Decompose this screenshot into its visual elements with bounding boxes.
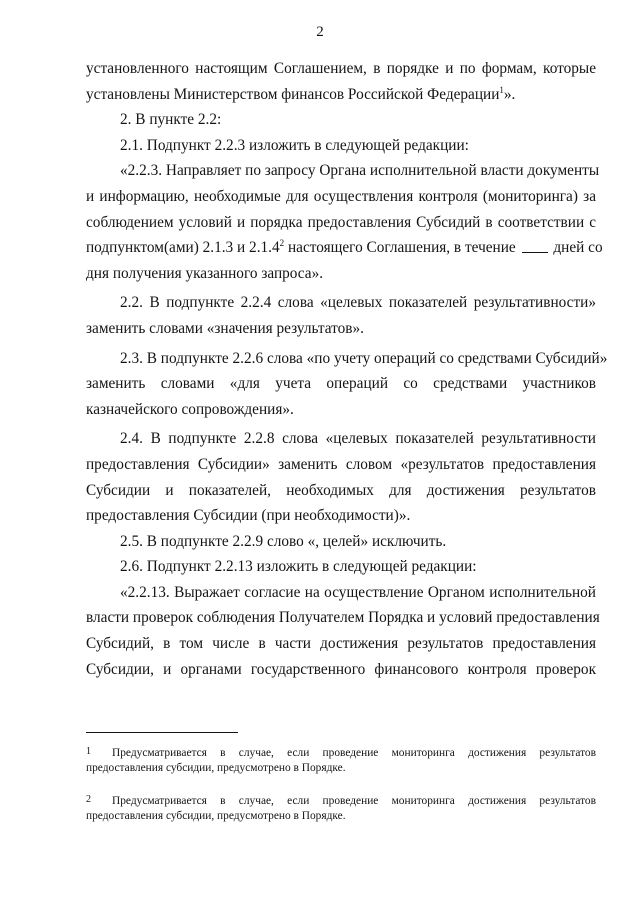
text-line: и информацию, необходимые для осуществления контроля (мониторинга) за <box>86 187 596 205</box>
footnote-text: Предусматривается в случае, если проведение мониторинга достижения результатов <box>112 747 596 759</box>
text-line: казначейского сопровождения». <box>86 400 294 418</box>
text-line: Субсидии и показателей, необходимых для достижения результатов <box>86 481 596 499</box>
text-line: заменить словами «значения результатов». <box>86 319 364 337</box>
text-line: 2.5. В подпункте 2.2.9 слово «, целей» исключить. <box>120 532 447 550</box>
footnote-text: Предусматривается в случае, если проведение мониторинга достижения результатов <box>112 795 596 807</box>
footnote-ref: 1 <box>499 84 504 95</box>
text-line <box>86 82 596 108</box>
text-segment: настоящего Соглашения, в течение <box>284 239 516 257</box>
text-line: Субсидий, в том числе в части достижения результатов предоставления <box>86 635 596 653</box>
text-segment: подпунктом(ами) 2.1.3 и 2.1.4 <box>86 239 280 257</box>
footnote-number: 1 <box>86 746 91 757</box>
footnote-line: предоставления субсидии, предусмотрено в Порядке. <box>86 762 346 774</box>
footnote-ref: 2 <box>279 238 285 249</box>
blank-field <box>522 240 548 253</box>
text-segment: ». <box>503 85 516 103</box>
text-line <box>86 235 603 261</box>
document-body <box>86 56 608 682</box>
text-line: предоставления Субсидии» заменить словом «результатов предоставления <box>86 455 596 473</box>
footnote-line <box>86 744 596 760</box>
footnote-line <box>86 792 596 808</box>
text-line: заменить словами «для учета операций со средствами участников <box>86 375 596 393</box>
text-line: «2.2.13. Выражает согласие на осуществление Органом исполнительной <box>120 583 596 601</box>
footnote <box>86 744 596 776</box>
text-line: 2.6. Подпункт 2.2.13 изложить в следующей редакции: <box>120 558 477 576</box>
text-line: установленного настоящим Соглашением, в порядке и по формам, которые <box>86 60 596 77</box>
text-segment: дней со <box>553 239 603 257</box>
text-line: 2.4. В подпункте 2.2.8 слова «целевых показателей результативности <box>120 430 596 448</box>
text-line: Субсидии, и органами государственного финансового контроля проверок <box>86 660 596 678</box>
text-line: 2.1. Подпункт 2.2.3 изложить в следующей редакции: <box>120 136 469 154</box>
text-segment: установлены Министерством финансов Российской Федерации <box>86 85 500 103</box>
page-number: 2 <box>316 24 324 40</box>
footnote-line: предоставления субсидии, предусмотрено в Порядке. <box>86 810 346 822</box>
text-line: предоставления Субсидии (при необходимости)». <box>86 507 411 525</box>
text-line: 2.2. В подпункте 2.2.4 слова «целевых показателей результативности» <box>120 294 596 312</box>
text-line: дня получения указанного запроса». <box>86 264 324 282</box>
text-line: 2.3. В подпункте 2.2.6 слова «по учету операций со средствами Субсидий» <box>120 349 608 367</box>
text-line: власти проверок соблюдения Получателем Порядка и условий предоставления <box>86 609 600 627</box>
text-line: 2. В пункте 2.2: <box>120 111 222 129</box>
footnote <box>86 792 596 824</box>
footnote-number: 2 <box>86 794 91 805</box>
text-line: «2.2.3. Направляет по запросу Органа исполнительной власти документы <box>120 162 600 180</box>
footnote-separator <box>86 732 238 733</box>
text-line: соблюдением условий и порядка предоставления Субсидий в соответствии с <box>86 213 596 231</box>
